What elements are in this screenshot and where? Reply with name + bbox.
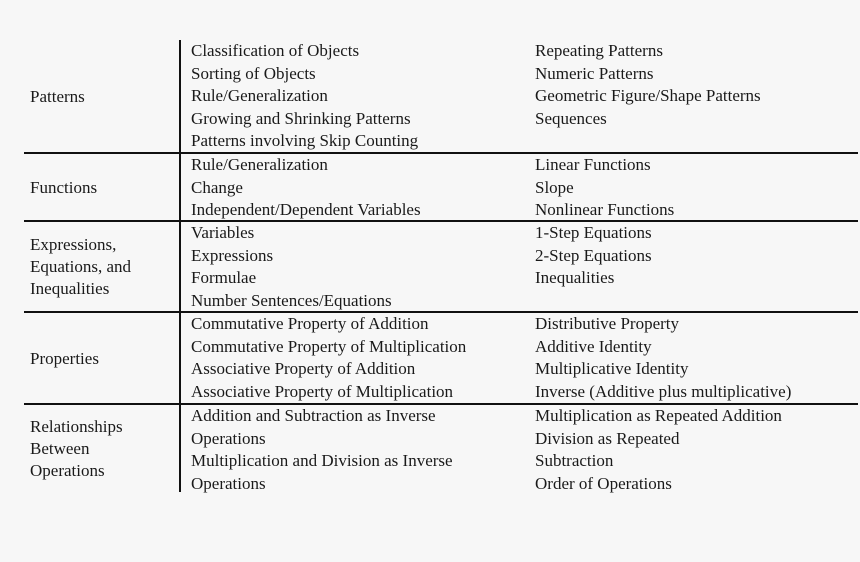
topic-item: Inverse (Additive plus multiplicative): [535, 381, 792, 401]
patterns-topics-left: [191, 40, 418, 153]
topic-item: Inequalities: [535, 268, 615, 287]
category-properties: Properties: [30, 349, 99, 368]
category-functions: Functions: [30, 178, 98, 197]
topic-item: Additive Identity: [535, 336, 652, 356]
topic-item: Variables: [191, 223, 255, 242]
topic-item: Classification of Objects: [191, 41, 360, 60]
row-divider: [24, 220, 858, 222]
topic-item: Division as Repeated: [535, 428, 680, 448]
topic-item: Numeric Patterns: [535, 63, 654, 83]
topic-item: Slope: [535, 177, 574, 197]
functions-topics-left: [191, 154, 421, 222]
category-expressions-equations-inequalities: Expressions, Equations, and Inequalities: [30, 235, 132, 298]
topic-item: Change: [191, 177, 243, 197]
topic-item: Commutative Property of Addition: [191, 314, 429, 333]
topic-item: Geometric Figure/Shape Patterns: [535, 86, 761, 105]
topic-item: Number Sentences/Equations: [191, 290, 392, 310]
topic-item: Nonlinear Functions: [535, 200, 675, 219]
topic-item: Multiplicative Identity: [535, 359, 689, 378]
topic-item: Sorting of Objects: [191, 63, 316, 83]
topic-item: 2-Step Equations: [535, 245, 652, 265]
column-divider: [179, 40, 181, 492]
functions-topics-right: [535, 154, 674, 222]
category-relationships-between-operations: Relationships Between Operations: [30, 417, 123, 480]
topic-item: Operations: [191, 473, 266, 493]
topic-item: Commutative Property of Multiplication: [191, 336, 467, 356]
topic-item: Expressions: [191, 245, 274, 265]
topic-item: Rule/Generalization: [191, 155, 328, 174]
relationships-topics-left: [191, 405, 453, 495]
topic-item: Distributive Property: [535, 314, 680, 333]
topic-item: Repeating Patterns: [535, 41, 663, 60]
patterns-topics-right: [535, 40, 761, 130]
topic-item: Order of Operations: [535, 473, 672, 493]
topic-item: Independent/Dependent Variables: [191, 200, 421, 219]
topic-item: Addition and Subtraction as Inverse: [191, 406, 436, 425]
topic-item: Associative Property of Addition: [191, 359, 416, 378]
topic-item: Growing and Shrinking Patterns: [191, 108, 411, 128]
topic-item: Rule/Generalization: [191, 86, 328, 105]
topic-item: Sequences: [535, 108, 607, 128]
expressions-topics-right: [535, 222, 652, 290]
row-divider: [24, 152, 858, 154]
topic-item: Multiplication as Repeated Addition: [535, 406, 782, 425]
topic-item: Patterns involving Skip Counting: [191, 131, 419, 150]
properties-topics-left: [191, 313, 466, 403]
topic-item: 1-Step Equations: [535, 223, 652, 242]
category-patterns: Patterns: [30, 87, 85, 106]
topic-item: Operations: [191, 428, 266, 448]
topic-item: Linear Functions: [535, 155, 651, 174]
topic-item: Formulae: [191, 268, 257, 287]
properties-topics-right: [535, 313, 791, 403]
topic-item: Multiplication and Division as Inverse: [191, 451, 453, 470]
topic-item: Associative Property of Multiplication: [191, 381, 454, 401]
topic-item: Subtraction: [535, 451, 614, 470]
relationships-topics-right: [535, 405, 782, 495]
expressions-topics-left: [191, 222, 392, 312]
